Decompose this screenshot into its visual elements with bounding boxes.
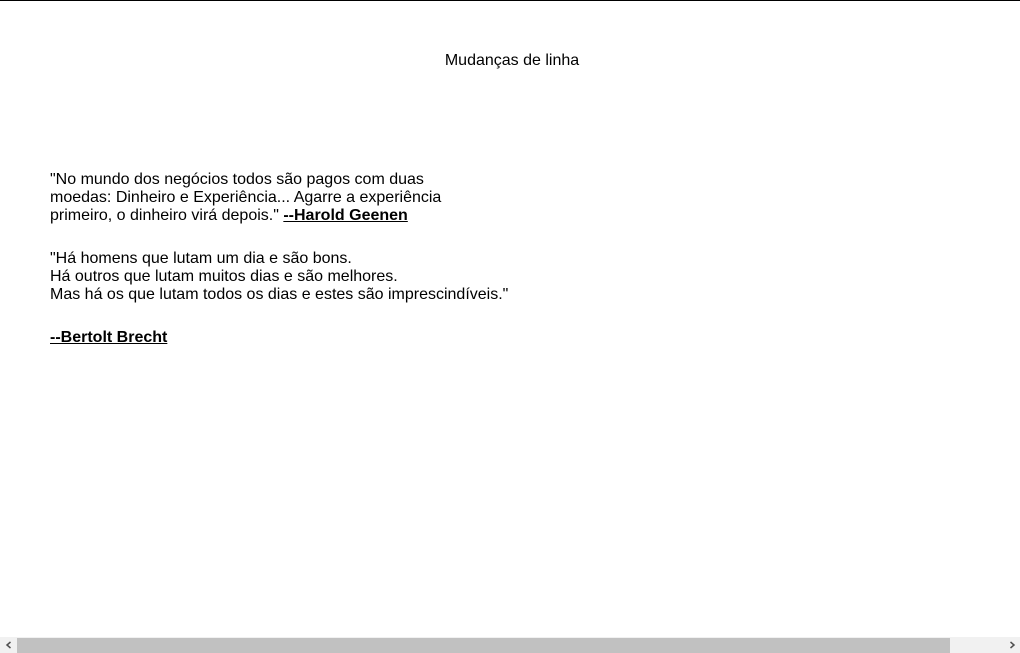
window-top-border: [0, 0, 1020, 1]
quote-bertolt-brecht: [50, 250, 508, 304]
quote-line: "No mundo dos negócios todos são pagos com duas: [50, 171, 424, 188]
quote-harold-geenen: [50, 171, 441, 225]
quote-line: moedas: Dinheiro e Experiência... Agarre a experiência: [50, 189, 442, 206]
chevron-right-icon[interactable]: [1003, 637, 1020, 653]
author-link-harold-geenen[interactable]: --Harold Geenen: [283, 207, 408, 224]
page-title: Mudanças de linha: [444, 52, 580, 69]
author-line-bertolt-brecht: [50, 329, 167, 347]
scrollbar-thumb[interactable]: [17, 638, 950, 653]
quote-line: Mas há os que lutam todos os dias e estes são imprescindíveis.": [50, 286, 509, 303]
chevron-left-icon[interactable]: [0, 637, 17, 653]
quote-line: Há outros que lutam muitos dias e são melhores.: [50, 268, 398, 285]
quote-line: "Há homens que lutam um dia e são bons.: [50, 250, 352, 267]
author-link-bertolt-brecht[interactable]: --Bertolt Brecht: [50, 329, 168, 346]
horizontal-scrollbar[interactable]: [0, 637, 1020, 653]
quote-line: primeiro, o dinheiro virá depois.": [50, 207, 284, 224]
